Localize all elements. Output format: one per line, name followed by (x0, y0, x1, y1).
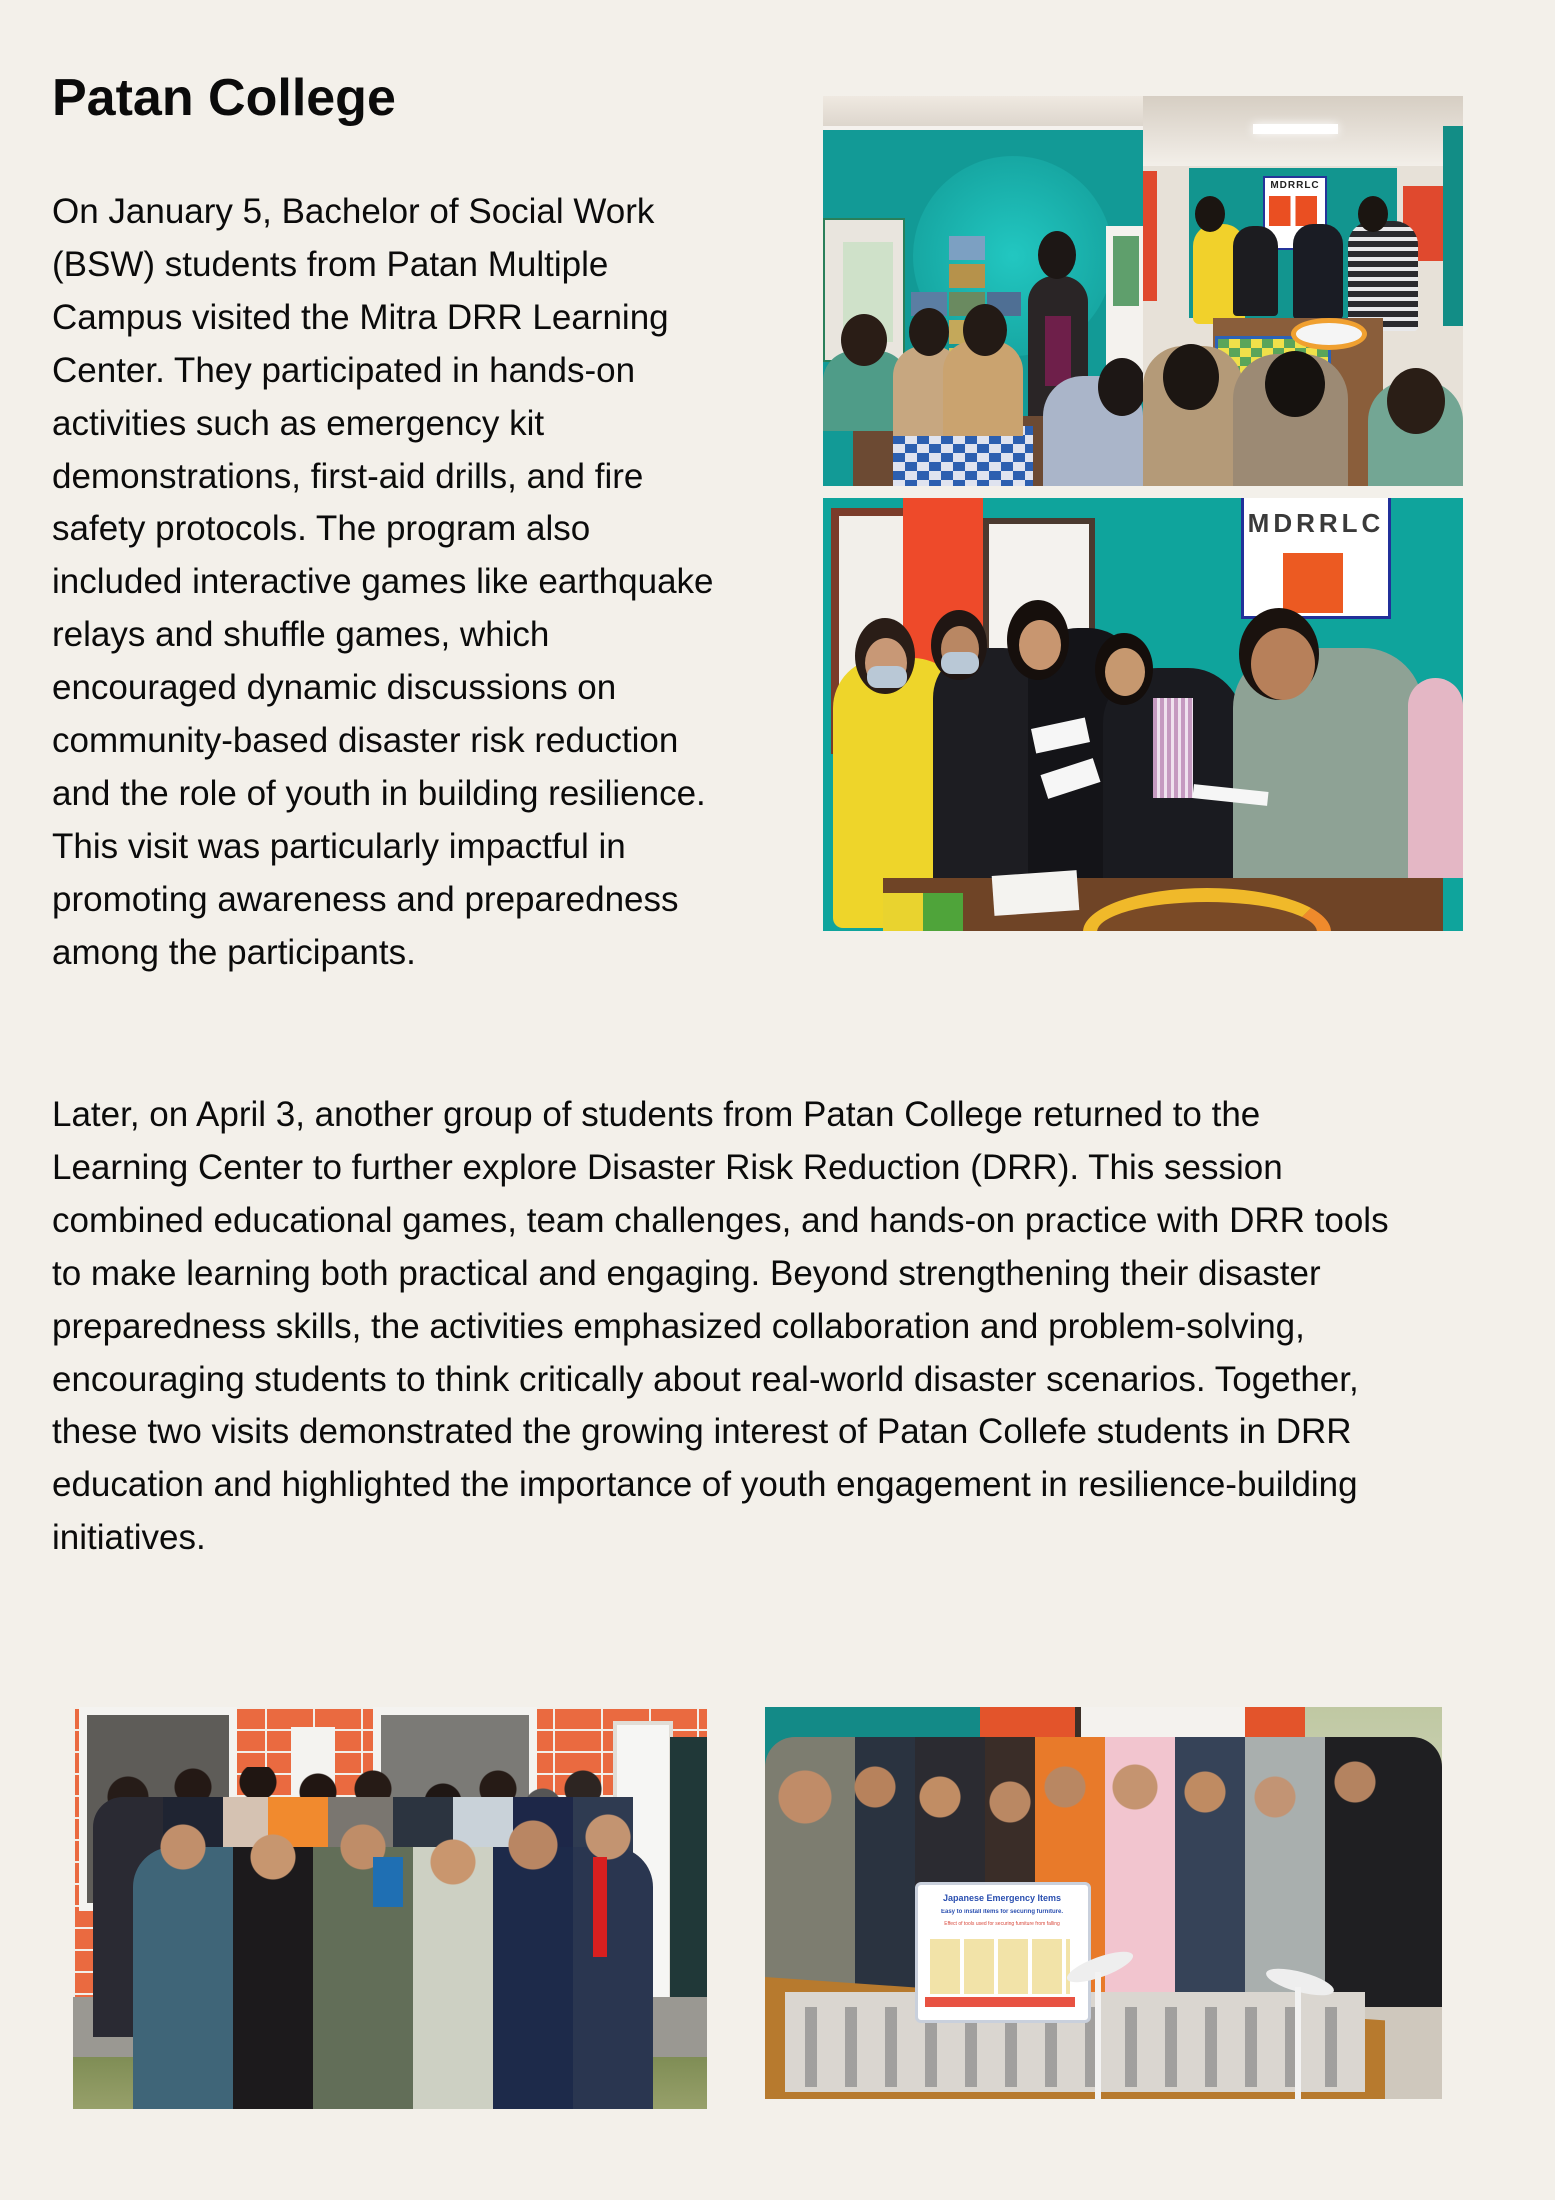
paragraph-line: This visit was particularly impactful in (52, 826, 626, 866)
paragraph-line: to make learning both practical and engaging. Beyond strengthening their disaster (52, 1253, 1321, 1293)
photo-student-head (1098, 358, 1143, 416)
photo-blue-scarf (373, 1857, 403, 1907)
photo-student-head (1195, 196, 1225, 232)
paragraph-line: preparedness skills, the activities emphasized collaboration and problem-solving, (52, 1306, 1305, 1346)
followup-paragraph (52, 1089, 1389, 1565)
photo-sign-logo (1269, 196, 1317, 226)
photo-sign-title: Japanese Emergency Items (942, 1893, 1062, 1903)
photo-sign-text: MDRRLC (1247, 508, 1385, 538)
photo-student-face (1105, 648, 1145, 696)
paragraph-line: initiatives. (52, 1518, 206, 1558)
page-title: Patan College (52, 69, 396, 127)
photo-red-scarf (593, 1857, 607, 1957)
paragraph-line: (BSW) students from Patan Multiple (52, 244, 609, 284)
paragraph-line: Campus visited the Mitra DRR Learning (52, 297, 669, 337)
paragraph-line: Learning Center to further explore Disaster Risk Reduction (DRR). This session (52, 1147, 1283, 1187)
paragraph-line: activities such as emergency kit (52, 403, 545, 443)
photo-teal-pillar (1443, 126, 1463, 326)
photo-sign-caption: Effect of tools used for securing furniture from falling (944, 1921, 1060, 1927)
photo-ceiling (823, 96, 1143, 126)
photo-lamp-pole (1095, 1972, 1101, 2099)
photo-striped-shirt (1153, 698, 1193, 798)
paragraph-line: community-based disaster risk reduction (52, 721, 679, 761)
photo-facilitator-face (1251, 628, 1315, 700)
photo-sign-subtitle: Easy to install items for securing furniture. (940, 1909, 1064, 1915)
paragraph-line: and the role of youth in building resilience. (52, 773, 706, 813)
photo-student (1408, 678, 1463, 878)
photo-red-pillar (1143, 171, 1157, 301)
photo-student-head (909, 308, 949, 356)
photo-ceiling-trim (823, 126, 1143, 130)
photo-board-game-group (1143, 96, 1463, 486)
photo-door-glass (1113, 236, 1139, 306)
paragraph-line: encouraged dynamic discussions on (52, 668, 617, 708)
photo-face-mask (867, 666, 907, 688)
paragraph-line: promoting awareness and preparedness (52, 879, 679, 919)
paragraph-line: encouraging students to think critically about real-world disaster scenarios. Together, (52, 1359, 1359, 1399)
paragraph-line: included interactive games like earthquake (52, 562, 714, 602)
photo-emergency-items-display (765, 1707, 1442, 2099)
paragraph-line: these two visits demonstrated the growing interest of Patan Collefe students in DRR (52, 1412, 1352, 1452)
paragraph-line: Center. They participated in hands-on (52, 350, 636, 390)
photo-sign-chart (930, 1939, 1070, 1994)
photo-student-face (1019, 620, 1061, 670)
photo-facilitator (1348, 221, 1418, 331)
paragraph-line: among the participants. (52, 932, 416, 972)
photo-paper (992, 870, 1080, 916)
intro-paragraph (52, 186, 714, 980)
photo-card-activity (823, 498, 1463, 931)
photo-sign-logo (1263, 553, 1363, 613)
paragraph-line: safety protocols. The program also (52, 509, 591, 549)
photo-student-faces (765, 1747, 1442, 1847)
photo-classroom-game-session (823, 96, 1143, 486)
photo-sign-bar (925, 1997, 1075, 2007)
paragraph-line: combined educational games, team challenges, and hands-on practice with DRR tools (52, 1200, 1389, 1240)
paragraph-line: education and highlighted the importance of youth engagement in resilience-building (52, 1465, 1358, 1505)
photo-student (1293, 224, 1343, 319)
photo-student-head (1038, 231, 1076, 279)
photo-student-head (1387, 368, 1445, 434)
paragraph-line: relays and shuffle games, which (52, 615, 550, 655)
photo-facilitator-head (1358, 196, 1388, 232)
photo-student (1233, 226, 1278, 316)
paragraph-line: demonstrations, first-aid drills, and fire (52, 456, 644, 496)
photo-student-head (841, 314, 887, 366)
photo-face-mask (941, 652, 979, 674)
photo-group-photo (73, 1707, 707, 2109)
photo-sign-text: MDRRLC (1270, 180, 1320, 191)
photo-student-shirt (1045, 316, 1071, 386)
photo-student-head (1265, 351, 1325, 417)
photo-ceiling-light (1253, 124, 1338, 134)
paragraph-line: On January 5, Bachelor of Social Work (52, 192, 655, 231)
photo-student-head (963, 304, 1007, 356)
paragraph-line: Later, on April 3, another group of students from Patan College returned to the (52, 1095, 1261, 1134)
photo-game-cards (883, 893, 963, 931)
photo-student-head (1163, 344, 1219, 410)
photo-game-wheel (1291, 318, 1367, 350)
photo-lamp-pole (1295, 1987, 1301, 2099)
